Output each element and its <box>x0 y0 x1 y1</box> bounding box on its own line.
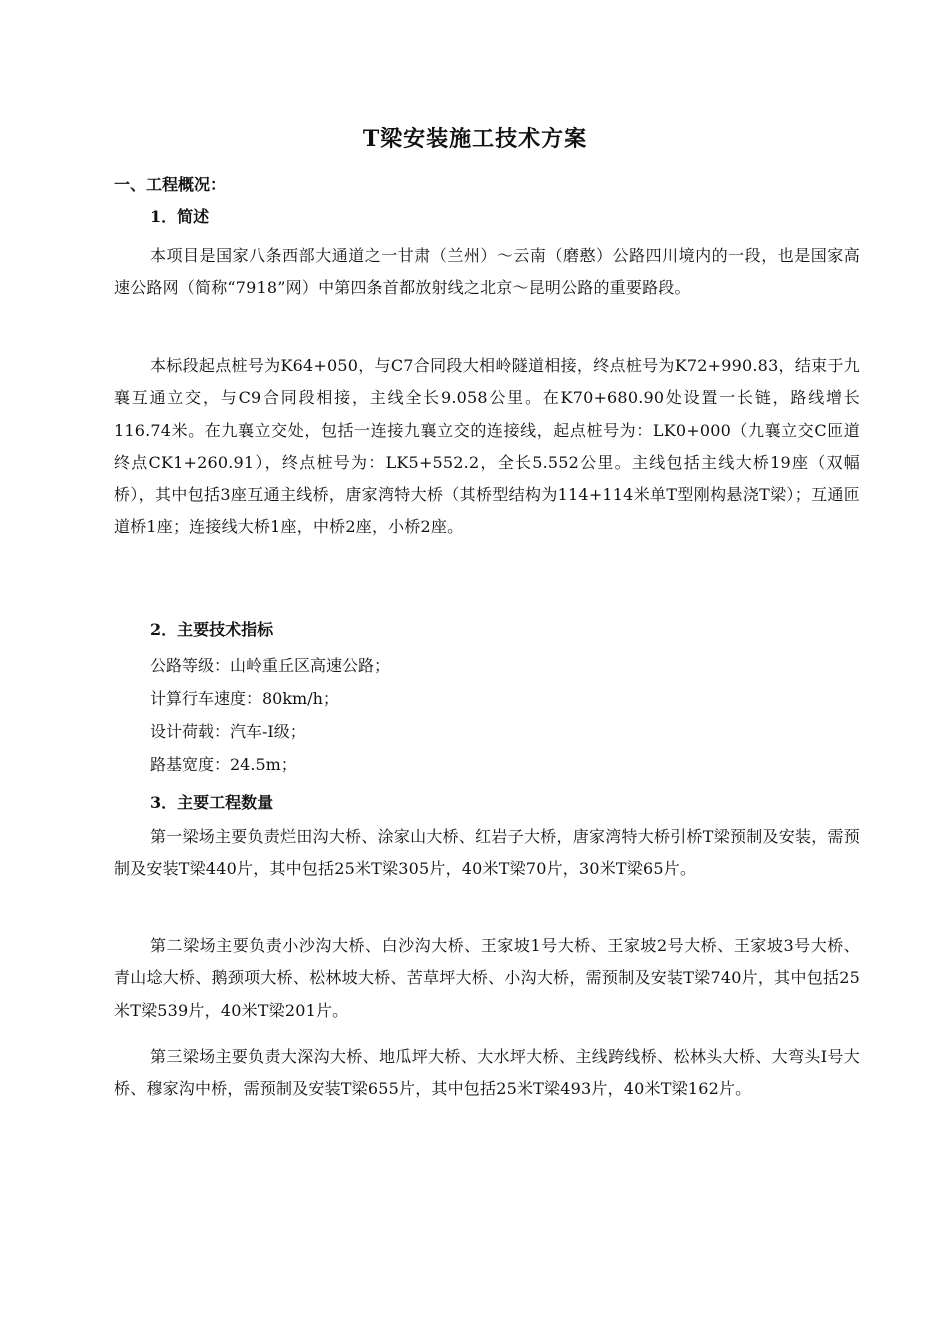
spec-design-load: 设计荷载：汽车-I级； <box>150 722 306 741</box>
subheading-quantities: 3．主要工程数量 <box>150 793 274 812</box>
document-title: T梁安装施工技术方案 <box>362 126 588 152</box>
subheading-summary: 1．简述 <box>150 207 210 226</box>
paragraph-section-details: 本标段起点桩号为K64+050，与C7合同段大相岭隧道相接，终点桩号为K72+990.83，结束于九襄互通立交，与C9合同段相接，主线全长9.058公里。在K70+680.90处设置一长链，路线增长116.74米。在九襄立交处，包括一连接九襄立交的连接线，起点桩号为：LK0+000（九襄立交C匝道终点CK1+260.91），终点桩号为：LK5+552.2，全长5.552公里。主线包括主线大桥19座（双幅桥），其中包括3座互通主线桥，唐家湾特大桥（其桥型结构为114+114米单T型刚构悬浇T梁）；互通匝道桥1座；连接线大桥1座，中桥2座，小桥2座。 <box>114 356 860 537</box>
paragraph-yard-1: 第一梁场主要负责烂田沟大桥、涂家山大桥、红岩子大桥，唐家湾特大桥引桥T梁预制及安装，需预制及安装T梁440片，其中包括25米T梁305片，40米T梁70片，30米T梁65片。 <box>114 827 860 879</box>
paragraph-yard-3: 第三梁场主要负责大深沟大桥、地瓜坪大桥、大水坪大桥、主线跨线桥、松林头大桥、大弯头I号大桥、穆家沟中桥，需预制及安装T梁655片，其中包括25米T梁493片，40米T梁162片。 <box>114 1047 860 1099</box>
spec-road-grade: 公路等级：山岭重丘区高速公路； <box>150 656 391 675</box>
paragraph-project-intro: 本项目是国家八条西部大通道之一甘肃（兰州）～云南（磨憨）公路四川境内的一段，也是国家高速公路网（简称“7918”网）中第四条首都放射线之北京～昆明公路的重要路段。 <box>114 246 860 298</box>
spec-design-speed: 计算行车速度：80km/h； <box>150 689 339 708</box>
subheading-tech-specs: 2．主要技术指标 <box>150 620 274 639</box>
paragraph-yard-2: 第二梁场主要负责小沙沟大桥、白沙沟大桥、王家坡1号大桥、王家坡2号大桥、王家坡3号大桥、青山埝大桥、鹅颈项大桥、松林坡大桥、苦草坪大桥、小沟大桥，需预制及安装T梁740片，其中包括25米T梁539片，40米T梁201片。 <box>114 936 860 1020</box>
section-heading-overview: 一、工程概况： <box>114 175 227 194</box>
spec-roadbed-width: 路基宽度：24.5m； <box>150 755 297 774</box>
